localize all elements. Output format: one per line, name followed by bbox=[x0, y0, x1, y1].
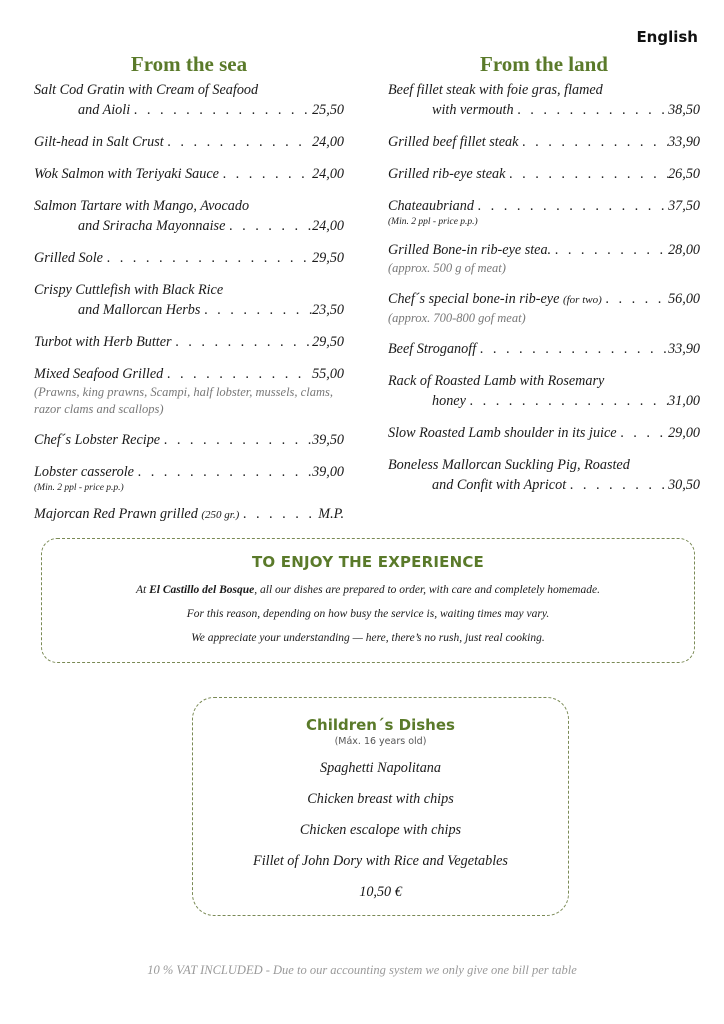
dish-row bbox=[388, 240, 700, 260]
sea-menu-list bbox=[34, 80, 344, 525]
vat-footer: 10 % VAT INCLUDED - Due to our accounting system we only give one bill per table bbox=[147, 963, 577, 977]
dish-row bbox=[388, 100, 700, 120]
experience-line-1-post: , all our dishes are prepared to order, with care and completely homemade. bbox=[254, 584, 600, 596]
land-menu-list bbox=[388, 80, 700, 495]
dot-leader bbox=[476, 339, 668, 359]
dot-leader bbox=[474, 196, 668, 216]
dish-name: and Mallorcan Herbs bbox=[78, 302, 201, 318]
dish-name: Grilled Bone-in rib-eye stea. bbox=[388, 242, 552, 258]
children-dish: Chicken breast with chips bbox=[307, 791, 454, 807]
dot-leader bbox=[602, 289, 668, 309]
dish-row bbox=[34, 332, 344, 352]
sea-item bbox=[34, 196, 344, 236]
dish-name: Lobster casserole bbox=[34, 464, 134, 480]
dish-price: M.P. bbox=[318, 506, 344, 522]
dish-price: 33,90 bbox=[668, 134, 700, 150]
dish-price: 29,00 bbox=[668, 425, 700, 441]
dish-price: 38,50 bbox=[668, 102, 700, 118]
dish-name: Salt Cod Gratin with Cream of Seafood bbox=[34, 82, 259, 98]
dish-name: Mixed Seafood Grilled bbox=[34, 366, 164, 382]
children-subtitle: (Máx. 16 years old) bbox=[334, 736, 427, 747]
sea-item bbox=[34, 364, 344, 418]
land-item bbox=[388, 196, 700, 228]
dot-leader bbox=[160, 430, 312, 450]
dot-leader bbox=[505, 164, 668, 184]
dish-name: Slow Roasted Lamb shoulder in its juice bbox=[388, 425, 617, 441]
dot-leader bbox=[164, 132, 312, 152]
dish-qualifier: (250 gr.) bbox=[201, 509, 240, 521]
dish-row bbox=[34, 364, 344, 384]
dish-name: Gilt-head in Salt Crust bbox=[34, 134, 164, 150]
experience-line-3: We appreciate your understanding — here, there’s no rush, just real cooking. bbox=[191, 632, 545, 644]
dish-price: 24,00 bbox=[312, 166, 344, 182]
dish-name: and Confit with Apricot bbox=[432, 477, 567, 493]
dish-price: 30,50 bbox=[668, 477, 700, 493]
land-item bbox=[388, 455, 700, 495]
dish-min-note: (Min. 2 ppl - price p.p.) bbox=[34, 483, 124, 493]
dish-name: Turbot with Herb Butter bbox=[34, 334, 172, 350]
dish-row bbox=[34, 100, 344, 120]
dish-name: Chef´s special bone-in rib-eye bbox=[388, 291, 560, 307]
land-item bbox=[388, 423, 700, 443]
dot-leader bbox=[514, 100, 669, 120]
dish-price: 39,00 bbox=[312, 464, 344, 480]
sea-item bbox=[34, 132, 344, 152]
dot-leader bbox=[219, 164, 312, 184]
children-price: 10,50 € bbox=[359, 884, 402, 900]
dish-row bbox=[388, 196, 700, 216]
dish-note: (approx. 700-800 gof meat) bbox=[388, 311, 526, 325]
dish-price: 24,00 bbox=[312, 134, 344, 150]
dot-leader bbox=[130, 100, 312, 120]
dish-name: Grilled Sole bbox=[34, 250, 103, 266]
dish-price: 29,50 bbox=[312, 250, 344, 266]
dot-leader bbox=[518, 132, 668, 152]
dish-row bbox=[34, 462, 344, 482]
dish-row bbox=[34, 248, 344, 268]
experience-line-2: For this reason, depending on how busy the service is, waiting times may vary. bbox=[186, 608, 550, 620]
dish-name: Chateaubriand bbox=[388, 198, 474, 214]
dish-row bbox=[388, 423, 700, 443]
dot-leader bbox=[225, 216, 312, 236]
dish-name: Chef´s Lobster Recipe bbox=[34, 432, 161, 448]
dish-row bbox=[34, 132, 344, 152]
sea-item bbox=[34, 164, 344, 184]
children-dish: Fillet of John Dory with Rice and Vegetables bbox=[253, 853, 508, 869]
dot-leader bbox=[239, 504, 318, 524]
dish-row bbox=[388, 289, 700, 310]
sea-title: From the sea bbox=[130, 52, 248, 76]
dot-leader bbox=[172, 332, 313, 352]
dish-name: Grilled beef fillet steak bbox=[388, 134, 519, 150]
dish-price: 29,50 bbox=[312, 334, 344, 350]
dish-price: 28,00 bbox=[668, 242, 700, 258]
sea-item bbox=[34, 430, 344, 450]
dish-name: Wok Salmon with Teriyaki Sauce bbox=[34, 166, 219, 182]
sea-item bbox=[34, 248, 344, 268]
dish-row bbox=[34, 164, 344, 184]
dish-name: and Sriracha Mayonnaise bbox=[78, 218, 226, 234]
experience-line-1-pre: At bbox=[136, 584, 150, 596]
experience-line-1 bbox=[42, 583, 694, 597]
dish-row bbox=[34, 504, 344, 525]
experience-box bbox=[41, 538, 695, 663]
dish-price: 26,50 bbox=[668, 166, 700, 182]
dish-row bbox=[388, 132, 700, 152]
dish-price: 31,00 bbox=[668, 393, 700, 409]
dish-note: (Prawns, king prawns, Scampi, half lobster, mussels, clams, razor clams and scallops) bbox=[34, 385, 333, 416]
dish-min-note: (Min. 2 ppl - price p.p.) bbox=[388, 217, 478, 227]
dish-price: 37,50 bbox=[668, 198, 700, 214]
dish-note: (approx. 500 g of meat) bbox=[388, 261, 506, 275]
dish-price: 23,50 bbox=[312, 302, 344, 318]
dish-price: 56,00 bbox=[668, 291, 700, 307]
dish-name: and Aioli bbox=[78, 102, 131, 118]
dish-name: Boneless Mallorcan Suckling Pig, Roasted bbox=[388, 457, 630, 473]
dish-row bbox=[388, 475, 700, 495]
dot-leader bbox=[566, 475, 668, 495]
restaurant-name: El Castillo del Bosque bbox=[149, 584, 255, 596]
sea-item bbox=[34, 280, 344, 320]
land-title: From the land bbox=[480, 52, 608, 76]
dish-name: Salmon Tartare with Mango, Avocado bbox=[34, 198, 250, 214]
dish-name: Crispy Cuttlefish with Black Rice bbox=[34, 282, 224, 298]
land-section bbox=[388, 52, 700, 495]
dish-row bbox=[388, 391, 700, 411]
dot-leader bbox=[163, 364, 312, 384]
experience-title: TO ENJOY THE EXPERIENCE bbox=[252, 553, 484, 571]
dot-leader bbox=[200, 300, 312, 320]
dish-name: Beef fillet steak with foie gras, flamed bbox=[388, 82, 603, 98]
children-box bbox=[192, 697, 569, 916]
land-item bbox=[388, 132, 700, 152]
sea-item bbox=[34, 462, 344, 494]
dish-price: 25,50 bbox=[312, 102, 344, 118]
land-item bbox=[388, 289, 700, 327]
land-item bbox=[388, 371, 700, 411]
dish-row bbox=[34, 216, 344, 236]
dish-qualifier: (for two) bbox=[562, 294, 602, 306]
language-label: English bbox=[636, 28, 698, 46]
dish-row bbox=[34, 430, 344, 450]
dish-row bbox=[34, 300, 344, 320]
children-dish: Spaghetti Napolitana bbox=[320, 760, 441, 776]
sea-section bbox=[34, 52, 344, 525]
land-item bbox=[388, 339, 700, 359]
children-menu-list bbox=[193, 758, 568, 871]
dish-name: Rack of Roasted Lamb with Rosemary bbox=[388, 373, 605, 389]
dot-leader bbox=[617, 423, 669, 443]
dot-leader bbox=[134, 462, 312, 482]
land-item bbox=[388, 164, 700, 184]
dish-row bbox=[388, 164, 700, 184]
land-item bbox=[388, 240, 700, 277]
dish-price: 33,90 bbox=[668, 341, 700, 357]
children-title: Children´s Dishes bbox=[306, 716, 455, 734]
dish-price: 55,00 bbox=[312, 366, 344, 382]
dish-name: Grilled rib-eye steak bbox=[388, 166, 506, 182]
dish-name: honey bbox=[432, 393, 466, 409]
dot-leader bbox=[551, 240, 668, 260]
dot-leader bbox=[103, 248, 312, 268]
dish-price: 39,50 bbox=[312, 432, 344, 448]
dish-name: Beef Stroganoff bbox=[388, 341, 477, 357]
dish-price: 24,00 bbox=[312, 218, 344, 234]
children-dish: Chicken escalope with chips bbox=[299, 822, 462, 838]
sea-item bbox=[34, 80, 344, 120]
dish-name: with vermouth bbox=[432, 102, 514, 118]
land-item bbox=[388, 80, 700, 120]
dish-row bbox=[388, 339, 700, 359]
sea-item bbox=[34, 504, 344, 525]
dot-leader bbox=[466, 391, 668, 411]
sea-item bbox=[34, 332, 344, 352]
dish-name: Majorcan Red Prawn grilled bbox=[34, 506, 198, 522]
